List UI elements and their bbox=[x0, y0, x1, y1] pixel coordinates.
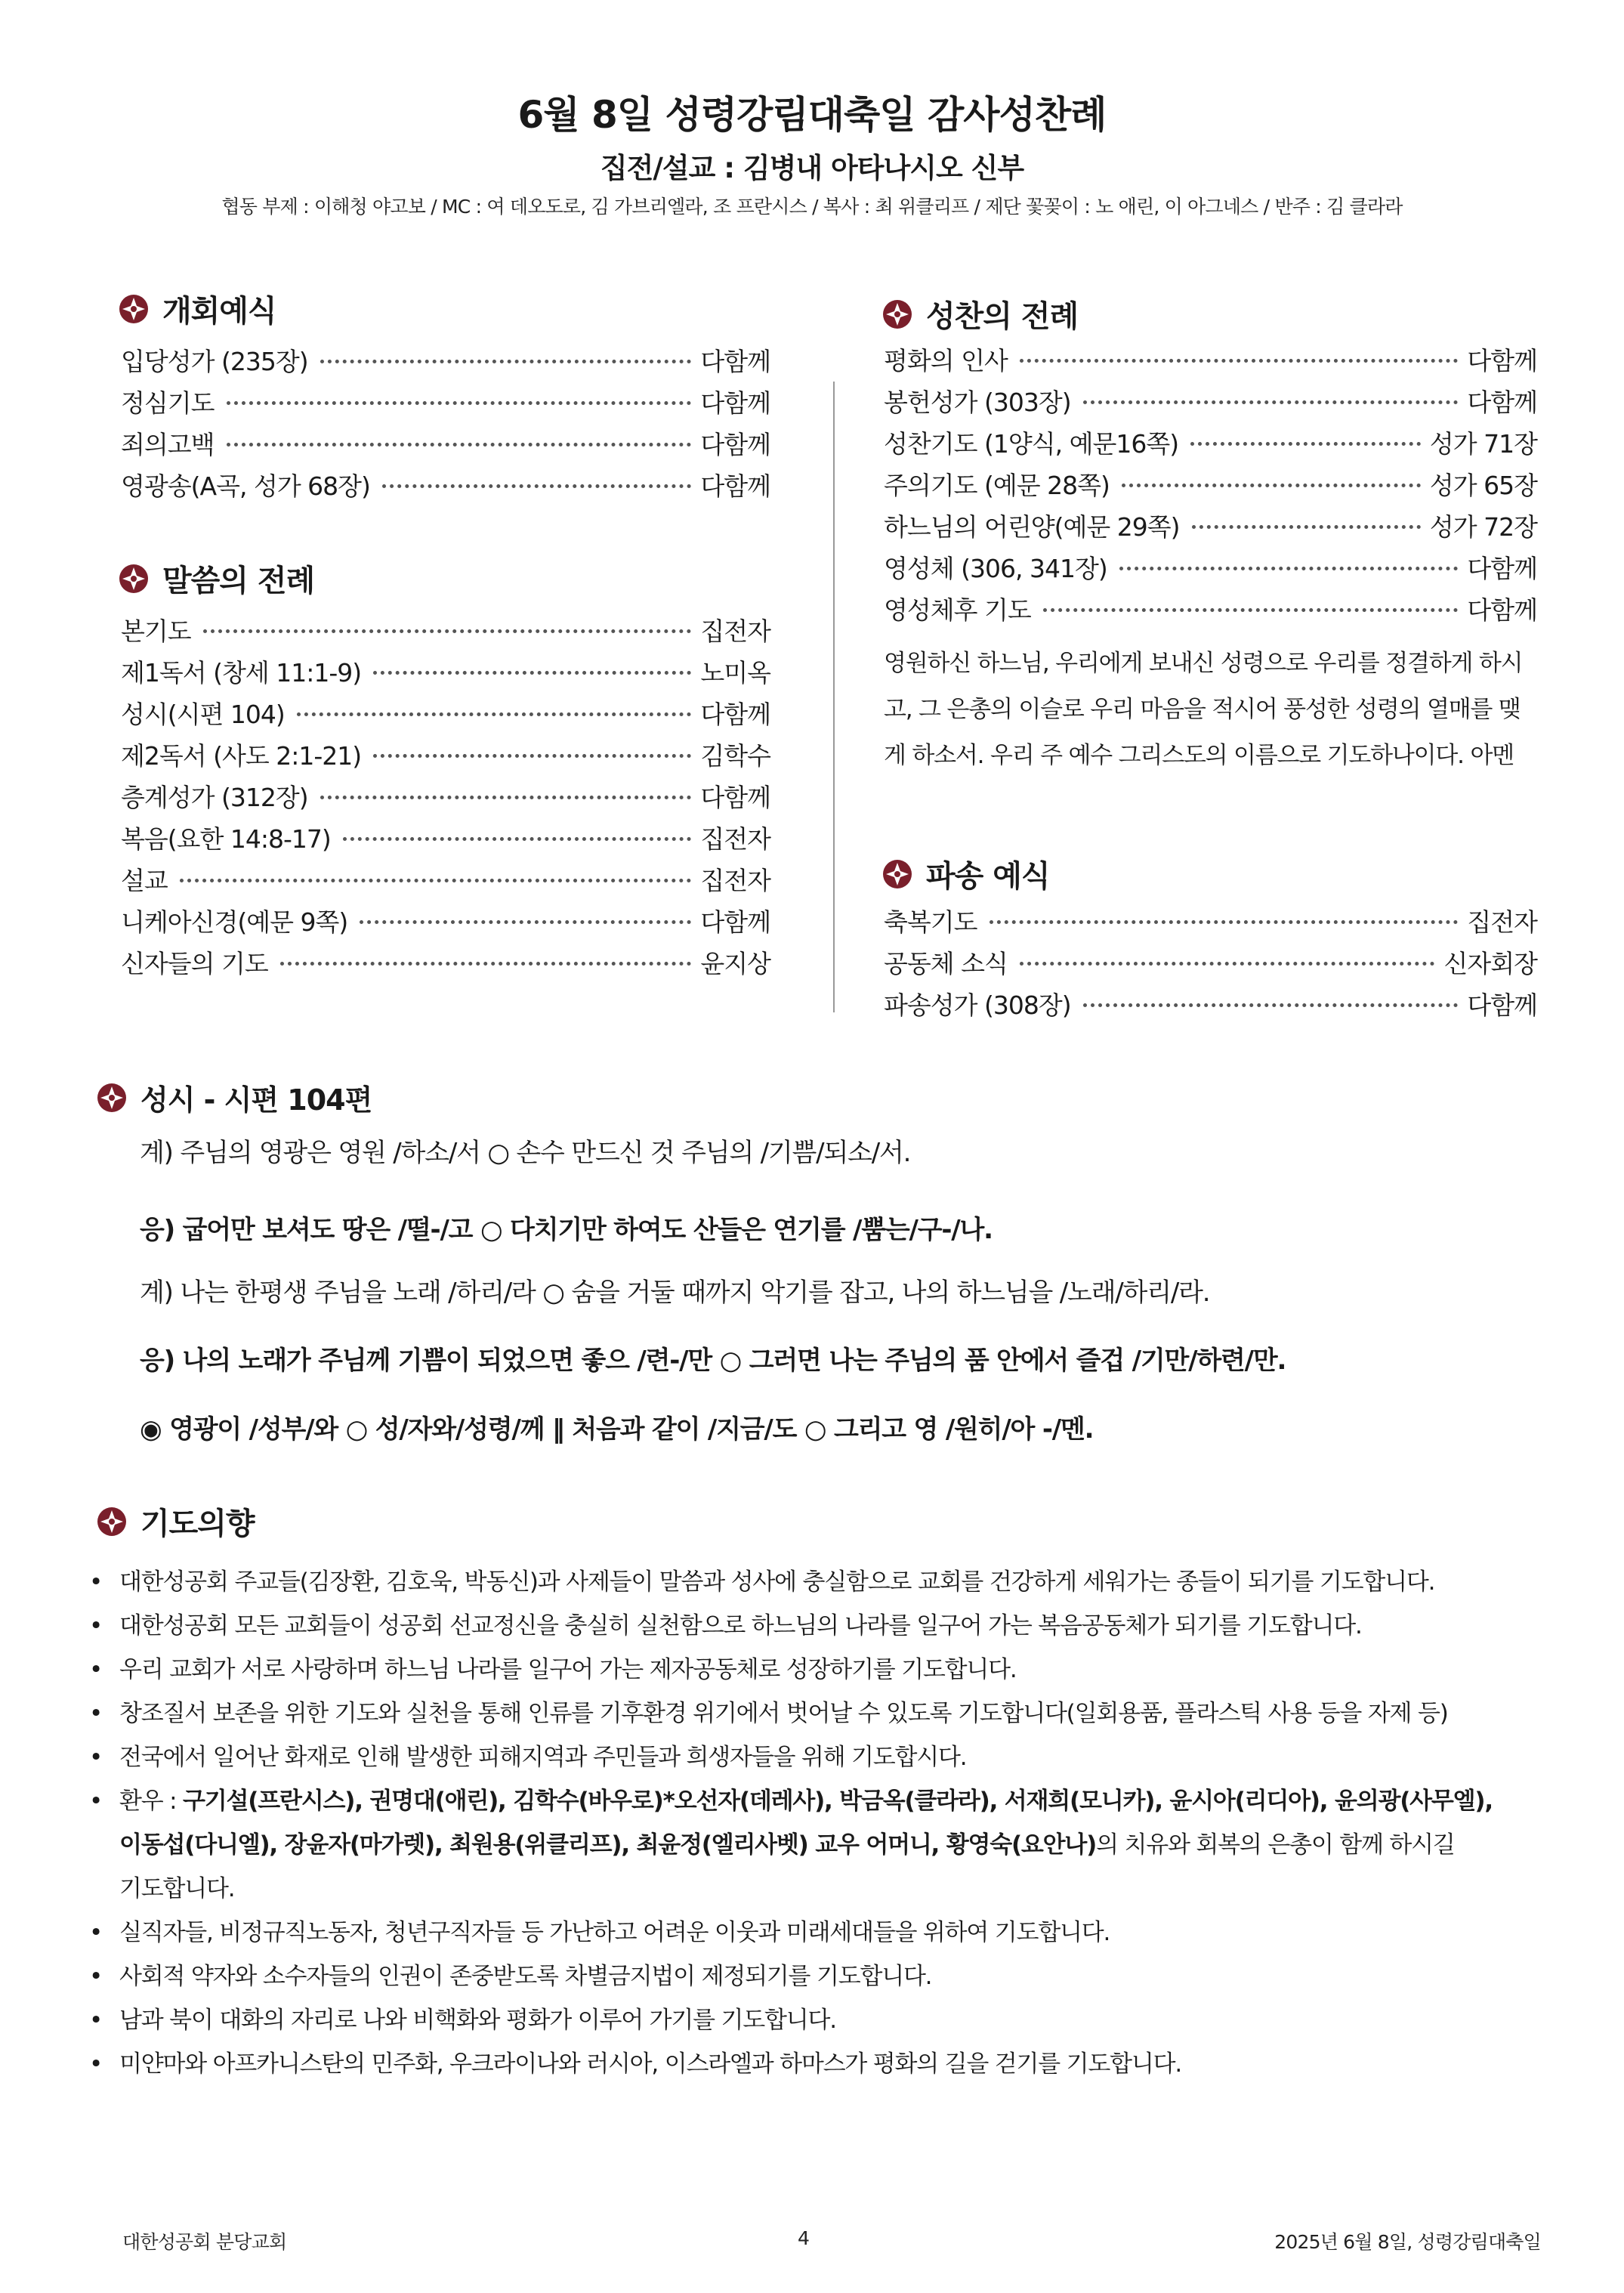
item-leader: 윤지상 bbox=[700, 949, 770, 978]
item-leader: 성가 65장 bbox=[1429, 471, 1537, 500]
prayer-intentions-list bbox=[89, 1560, 1570, 2086]
footer-date: 2025년 6월 8일, 성령강림대축일 bbox=[1274, 2231, 1541, 2253]
liturgy-row bbox=[884, 466, 1537, 508]
item-label: 죄의고백 bbox=[121, 430, 215, 459]
section-word bbox=[119, 557, 314, 600]
item-leader: 다함께 bbox=[700, 700, 770, 729]
item-label: 영성체후 기도 bbox=[884, 595, 1031, 625]
prayer-text: 우리 교회가 서로 사랑하며 하느님 나라를 일구어 가는 제자공동체로 성장하기를 기도합니다. bbox=[119, 1656, 1017, 1683]
patients-names: 구기설(프란시스), 권명대(애린), 김학수(바우로)*오선자(데레사), 박금옥(클라라), 서재희(모니카), 윤시아(리디아), 윤의광(사무엘), bbox=[183, 1788, 1493, 1815]
dot-leader bbox=[1083, 1003, 1459, 1007]
psalm-verse-2: 응) 굽어만 보셔도 땅은 /떨-/고 ○ 다치기만 하여도 산들은 연기를 /뿜는/구-/나. bbox=[140, 1215, 993, 1245]
item-leader: 집전자 bbox=[700, 824, 770, 854]
item-leader: 다함께 bbox=[700, 783, 770, 812]
item-leader: 다함께 bbox=[700, 388, 770, 418]
list-item-patients bbox=[89, 1779, 1570, 1911]
cross-in-circle-icon bbox=[119, 564, 149, 594]
dot-leader bbox=[203, 629, 692, 633]
prayer-text: 사회적 약자와 소수자들의 인권이 존중받도록 차별금지법이 제정되기를 기도합니다. bbox=[119, 1963, 932, 1990]
item-leader: 집전자 bbox=[700, 617, 770, 646]
item-label: 제1독서 (창세 11:1-9) bbox=[121, 658, 362, 688]
bullet: • bbox=[89, 1656, 103, 1683]
item-leader: 집전자 bbox=[700, 866, 770, 895]
bullet: • bbox=[89, 1744, 103, 1771]
item-label: 봉헌성가 (303장) bbox=[884, 388, 1071, 417]
liturgy-row bbox=[884, 549, 1537, 591]
word-list bbox=[121, 612, 770, 986]
prayer-text: 전국에서 일어난 화재로 인해 발생한 피해지역과 주민들과 희생자들을 위해 기도합시다. bbox=[119, 1744, 967, 1771]
bullet: • bbox=[89, 2050, 103, 2078]
item-leader: 다함께 bbox=[700, 471, 770, 501]
item-label: 니케아신경(예문 9쪽) bbox=[121, 907, 348, 937]
item-leader: 다함께 bbox=[1467, 990, 1537, 1020]
bullet: • bbox=[89, 1612, 103, 1639]
section-title: 성찬의 전례 bbox=[926, 299, 1079, 334]
dot-leader bbox=[990, 920, 1459, 924]
dot-leader bbox=[1020, 962, 1435, 966]
item-label: 복음(요한 14:8-17) bbox=[121, 824, 331, 854]
liturgy-row bbox=[884, 591, 1537, 632]
list-item bbox=[89, 1604, 1570, 1648]
credits-line: 협동 부제 : 이해청 야고보 / MC : 여 데오도로, 김 가브리엘라, 조 프란시스 / 복사 : 최 위클리프 / 제단 꽃꽂이 : 노 애린, 이 아그네스 / 반주 : 김 클라라 bbox=[221, 196, 1403, 218]
dot-leader bbox=[1122, 484, 1421, 487]
section-title: 성시 - 시편 104편 bbox=[140, 1083, 372, 1117]
item-label: 하느님의 어린양(예문 29쪽) bbox=[884, 512, 1180, 542]
bullet: • bbox=[89, 1788, 103, 1815]
dot-leader bbox=[227, 443, 692, 447]
item-leader: 신자회장 bbox=[1443, 949, 1537, 978]
cross-in-circle-icon bbox=[119, 294, 149, 324]
dot-leader bbox=[1020, 359, 1458, 363]
cross-in-circle-icon bbox=[882, 299, 912, 329]
liturgy-row bbox=[121, 820, 770, 861]
footer-church-name: 대한성공회 분당교회 bbox=[122, 2231, 287, 2253]
list-item bbox=[89, 1560, 1570, 1604]
prayer-text: 실직자들, 비정규직노동자, 청년구직자들 등 가난하고 어려운 이웃과 미래세대들을 위하여 기도합니다. bbox=[119, 1919, 1110, 1946]
psalm-verse-4: 응) 나의 노래가 주님께 기쁨이 되었으면 좋으 /련-/만 ○ 그러면 나는 주님의 품 안에서 즐겁 /기만/하련/만. bbox=[140, 1346, 1286, 1376]
item-leader: 집전자 bbox=[1467, 907, 1537, 937]
item-label: 제2독서 (사도 2:1-21) bbox=[121, 741, 362, 771]
item-leader: 성가 72장 bbox=[1429, 512, 1537, 542]
item-label: 축복기도 bbox=[884, 907, 977, 937]
item-label: 신자들의 기도 bbox=[121, 949, 268, 978]
patients-prefix: 환우 : bbox=[119, 1788, 184, 1815]
section-psalm bbox=[97, 1077, 372, 1118]
list-item bbox=[89, 1692, 1570, 1735]
patients-line-3: 기도합니다. bbox=[119, 1875, 235, 1902]
patients-line-2 bbox=[119, 1823, 1570, 1867]
section-dismissal bbox=[882, 852, 1050, 895]
liturgy-row bbox=[121, 737, 770, 778]
item-leader: 다함께 bbox=[700, 347, 770, 376]
patients-suffix: 의 치유와 회복의 은총이 함께 하시길 bbox=[1096, 1831, 1455, 1859]
dot-leader bbox=[1192, 525, 1421, 529]
psalm-verse-1: 계) 주님의 영광은 영원 /하소/서 ○ 손수 만드신 것 주님의 /기쁨/되소/서. bbox=[140, 1138, 911, 1168]
post-communion-prayer bbox=[884, 641, 1548, 779]
liturgy-row bbox=[121, 903, 770, 944]
dot-leader bbox=[280, 962, 692, 966]
section-title: 기도의향 bbox=[140, 1507, 255, 1541]
patients-line-1 bbox=[119, 1779, 1570, 1823]
bullet: • bbox=[89, 2007, 103, 2034]
dot-leader bbox=[1190, 442, 1421, 446]
item-leader: 다함께 bbox=[1467, 388, 1537, 417]
item-label: 주의기도 (예문 28쪽) bbox=[884, 471, 1110, 500]
dot-leader bbox=[180, 879, 692, 882]
item-leader: 다함께 bbox=[1467, 346, 1537, 375]
column-divider bbox=[833, 382, 835, 1012]
liturgy-row bbox=[884, 903, 1537, 944]
item-leader: 노미옥 bbox=[700, 658, 770, 688]
item-label: 본기도 bbox=[121, 617, 191, 646]
list-item bbox=[89, 2042, 1570, 2086]
item-label: 영광송(A곡, 성가 68장) bbox=[121, 471, 370, 501]
item-leader: 다함께 bbox=[700, 430, 770, 459]
patients-names: 이동섭(다니엘), 장윤자(마가렛), 최원용(위클리프), 최윤정(엘리사벳) 교우 어머니, 황영숙(요안나) bbox=[119, 1831, 1097, 1859]
item-leader: 김학수 bbox=[700, 741, 770, 771]
prayer-line: 게 하소서. 우리 주 예수 그리스도의 이름으로 기도하나이다. 아멘 bbox=[884, 742, 1514, 769]
liturgy-row bbox=[121, 342, 770, 384]
list-item bbox=[89, 1648, 1570, 1692]
item-label: 평화의 인사 bbox=[884, 346, 1008, 375]
liturgy-row bbox=[121, 654, 770, 695]
dot-leader bbox=[373, 671, 691, 675]
item-label: 영성체 (306, 341장) bbox=[884, 554, 1107, 583]
prayer-line: 고, 그 은총의 이슬로 우리 마음을 적시어 풍성한 성령의 열매를 맺 bbox=[884, 696, 1521, 723]
item-label: 층계성가 (312장) bbox=[121, 783, 308, 812]
prayer-text: 남과 북이 대화의 자리로 나와 비핵화와 평화가 이루어 가기를 기도합니다. bbox=[119, 2007, 836, 2034]
section-title: 개회예식 bbox=[162, 294, 276, 329]
item-label: 입당성가 (235장) bbox=[121, 347, 308, 376]
prayer-text: 창조질서 보존을 위한 기도와 실천을 통해 인류를 기후환경 위기에서 벗어날 수 있도록 기도합니다(일회용품, 플라스틱 사용 등을 자제 등) bbox=[119, 1700, 1448, 1727]
dot-leader bbox=[1119, 567, 1459, 570]
item-label: 설교 bbox=[121, 866, 168, 895]
dot-leader bbox=[382, 484, 691, 488]
prayer-text: 대한성공회 모든 교회들이 성공회 선교정신을 충실히 실천함으로 하느님의 나라를 일구어 가는 복음공동체가 되기를 기도합니다. bbox=[119, 1612, 1362, 1639]
item-leader: 다함께 bbox=[700, 907, 770, 937]
liturgy-row bbox=[121, 944, 770, 986]
liturgy-row bbox=[884, 508, 1537, 549]
prayer-text: 미얀마와 아프카니스탄의 민주화, 우크라이나와 러시아, 이스라엘과 하마스가 평화의 길을 걷기를 기도합니다. bbox=[119, 2050, 1182, 2078]
dot-leader bbox=[227, 401, 692, 405]
section-prayers bbox=[97, 1500, 255, 1543]
item-label: 공동체 소식 bbox=[884, 949, 1008, 978]
psalm-verse-3: 계) 나는 한평생 주님을 노래 /하리/라 ○ 숨을 거둘 때까지 악기를 잡고, 나의 하느님을 /노래/하리/라. bbox=[140, 1278, 1210, 1308]
dot-leader bbox=[1083, 400, 1459, 404]
liturgy-row bbox=[121, 467, 770, 508]
list-item bbox=[89, 1735, 1570, 1779]
list-item bbox=[89, 1911, 1570, 1955]
dot-leader bbox=[1043, 608, 1459, 612]
item-leader: 다함께 bbox=[1467, 595, 1537, 625]
liturgy-row bbox=[121, 425, 770, 467]
dot-leader bbox=[373, 754, 691, 758]
liturgy-row bbox=[121, 695, 770, 737]
liturgy-row bbox=[884, 425, 1537, 466]
eucharist-list bbox=[884, 341, 1537, 632]
dot-leader bbox=[320, 796, 692, 799]
cross-in-circle-icon bbox=[882, 859, 912, 889]
liturgy-row bbox=[884, 341, 1537, 383]
item-label: 파송성가 (308장) bbox=[884, 990, 1071, 1020]
officiant-line: 집전/설교 : 김병내 아타나시오 신부 bbox=[600, 152, 1024, 184]
bullet: • bbox=[89, 1919, 103, 1946]
section-eucharist bbox=[882, 292, 1078, 335]
liturgy-row bbox=[121, 861, 770, 903]
list-item bbox=[89, 1955, 1570, 1998]
footer-page-number: 4 bbox=[798, 2227, 810, 2249]
cross-in-circle-icon bbox=[97, 1507, 127, 1537]
liturgy-row bbox=[884, 986, 1537, 1028]
item-label: 성시(시편 104) bbox=[121, 700, 285, 729]
dismissal-list bbox=[884, 903, 1537, 1028]
liturgy-row bbox=[121, 778, 770, 820]
prayer-text: 대한성공회 주교들(김장환, 김호욱, 박동신)과 사제들이 말씀과 성사에 충실함으로 교회를 건강하게 세워가는 종들이 되기를 기도합니다. bbox=[119, 1568, 1435, 1596]
item-label: 정심기도 bbox=[121, 388, 215, 418]
liturgy-row bbox=[884, 944, 1537, 986]
item-leader: 다함께 bbox=[1467, 554, 1537, 583]
liturgy-row bbox=[884, 383, 1537, 425]
bullet: • bbox=[89, 1700, 103, 1727]
liturgy-row bbox=[121, 384, 770, 425]
dot-leader bbox=[343, 837, 692, 841]
bullet: • bbox=[89, 1963, 103, 1990]
dot-leader bbox=[320, 360, 692, 363]
opening-list bbox=[121, 342, 770, 508]
item-label: 성찬기도 (1양식, 예문16쪽) bbox=[884, 429, 1179, 459]
section-opening bbox=[119, 287, 276, 330]
page-title: 6월 8일 성령강림대축일 감사성찬례 bbox=[517, 93, 1107, 137]
prayer-line: 영원하신 하느님, 우리에게 보내신 성령으로 우리를 정결하게 하시 bbox=[884, 650, 1523, 677]
item-leader: 성가 71장 bbox=[1429, 429, 1537, 459]
dot-leader bbox=[360, 920, 691, 924]
dot-leader bbox=[297, 712, 692, 716]
psalm-gloria: ◉ 영광이 /성부/와 ○ 성/자와/성령/께 ‖ 처음과 같이 /지금/도 ○ 그리고 영 /원히/아 -/멘. bbox=[140, 1414, 1094, 1445]
cross-in-circle-icon bbox=[97, 1083, 127, 1113]
section-title: 말씀의 전례 bbox=[162, 564, 315, 598]
list-item bbox=[89, 1998, 1570, 2042]
section-title: 파송 예식 bbox=[926, 859, 1050, 894]
bullet: • bbox=[89, 1568, 103, 1596]
liturgy-row bbox=[121, 612, 770, 654]
